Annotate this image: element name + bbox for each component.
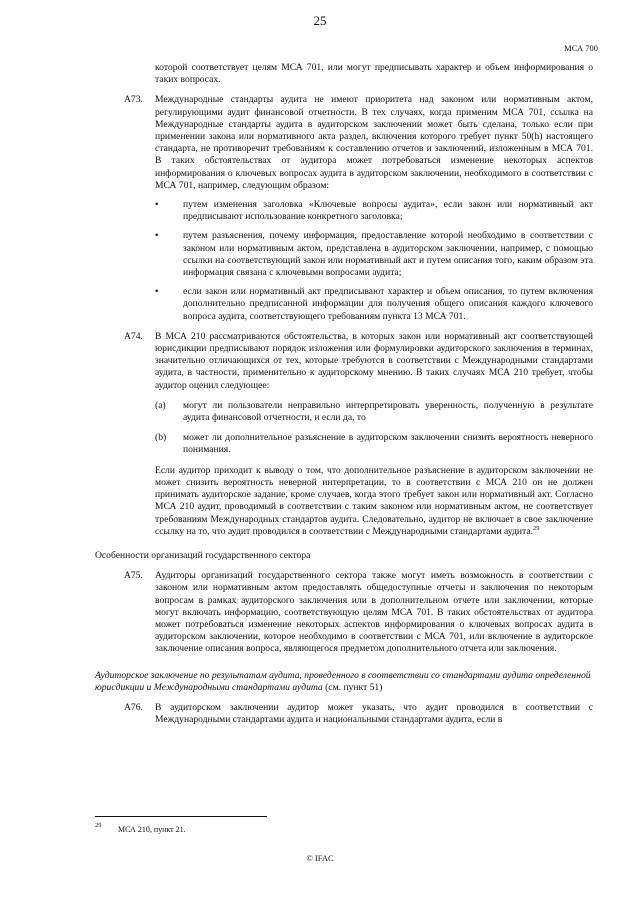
paragraph-text: В аудиторском заключении аудитор может указать, что аудит проводился в соответствии с Международными стандартами аудита и национальными стандартами аудита, если в [155, 701, 593, 726]
paragraph-text: Международные стандарты аудита не имеют приоритета над законом или нормативным актом, регулирующими аудит финансовой отчетности. В тех случаях, когда применим МСА 701, ссылка на Международные стандарты аудита в аудиторском заключении может быть сделана, только если при применении закона или нормативного акта раздел, включения которого требует пункт 50(h) настоящего стандарта, не противоречит требованиям к составлению отчетов и заключений, изложенным в МСА 701. В таких обстоятельствах от аудитора может потребоваться изменение некоторых аспектов информирования о ключевых вопросах аудита в аудиторском заключении, необходимого в соответствии с МСА 701, например, следующим образом: [155, 94, 593, 191]
paragraph-a76 [95, 702, 593, 726]
list-item [155, 199, 593, 223]
paragraph-text: В МСА 210 рассматриваются обстоятельства, в которых закон или нормативный акт соответствующей юрисдикции предписывают порядок изложения или формулировки аудиторского заключения в терминах, значительно отличающихся от тех, которые требуются в соответствии с Международными стандартами аудита, в частности, применительно к аудиторскому мнению. В таких случаях МСА 210 требует, чтобы аудитор оценил следующее: [155, 330, 593, 391]
footnote-number: 29 [95, 822, 102, 829]
bullet-icon: • [155, 286, 159, 298]
paragraph-number: А76. [124, 701, 143, 713]
list-item [155, 432, 593, 456]
paragraph-a75 [95, 570, 593, 655]
paragraph-a73 [95, 94, 593, 192]
footnote-divider [95, 816, 267, 817]
page-content [95, 62, 593, 726]
document-code: МСА 700 [564, 43, 598, 53]
footnote-reference[interactable]: 29 [532, 524, 540, 532]
item-label: (a) [155, 399, 166, 411]
item-label: (b) [155, 432, 167, 444]
list-item-text: если закон или нормативный акт предписывают характер и объем описания, то путем включения дополнительно предписанной информации для получения общего описания каждого ключевого вопроса аудита, соответствующего требованиям пункта 13 МСА 701. [183, 286, 593, 322]
footnote [95, 822, 186, 834]
footnote-text: МСА 210, пункт 21. [118, 825, 186, 834]
italic-heading [95, 670, 593, 694]
continuation-paragraph: которой соответствует целям МСА 701, или могут предписывать характер и объем информирования о таких вопросах. [155, 62, 593, 86]
italic-heading-text: Аудиторское заключение по результатам аудита, проведенного в соответствии со стандартами аудита определенной юрисдикции и Международными стандартами аудита [95, 669, 591, 693]
list-item [155, 286, 593, 323]
list-item-text: путем разъяснения, почему информация, предоставление которой необходимо в соответствии с законом или нормативным актом, представлена в аудиторском заключении, например, с помощью ссылки на соответствующий закон или нормативный акт и путем описания того, каким образом эта информация связана с ключевыми вопросами аудита; [183, 230, 593, 279]
item-text: могут ли пользователи неправильно интерпретировать уверенность, полученную в результате аудита финансовой отчетности, и если да, то [183, 399, 593, 424]
paragraph-text: Аудиторы организаций государственного сектора также могут иметь возможность в соответствии с законом или нормативным актом предоставлять общедоступные отчеты и заключения по некоторым вопросам в рамках аудиторского заключения или в дополнительном отчете или заключении, которые могут включать информацию, соответствующую целям МСА 701. В таких обстоятельствах от аудитора может потребоваться изменение некоторых аспектов информирования о ключевых вопросах аудита в аудиторском заключении, которое необходимо в соответствии с МСА 701, или включение в аудиторское заключение описания вопроса, являющегося предметом дополнительного отчета или заключения. [155, 570, 593, 655]
list-item-text: путем изменения заголовка «Ключевые вопросы аудита», если закон или нормативный акт предписывают использование конкретного заголовка; [183, 199, 593, 223]
heading-reference: (см. пункт 51) [322, 681, 383, 693]
section-heading: Особенности организаций государственного сектора [95, 549, 311, 561]
closing-text: Если аудитор приходит к выводу о том, что дополнительное разъяснение в аудиторском заключении не может снизить вероятность неверной интерпретации, то в соответствии с МСА 210 он не должен принимать аудиторское задание, кроме случаев, когда этого требует закон или нормативный акт. Согласно МСА 210 аудит, проводимый в соответствии с таким законом или нормативным актом, не соответствует требованиям Международных стандартов аудита. Следовательно, аудитор не включает в свое заключение ссылку на то, что аудит проводился в соответствии с Международными стандартами аудита. [155, 464, 593, 537]
paragraph-number: А73. [124, 94, 143, 106]
page-footer: © IFAC [306, 853, 334, 863]
bullet-icon: • [155, 230, 159, 242]
item-text: может ли дополнительное разъяснение в аудиторском заключении снизить вероятность неверного понимания. [183, 432, 593, 456]
paragraph-a74 [95, 331, 593, 538]
bullet-list [155, 199, 593, 323]
bullet-icon: • [155, 199, 159, 211]
paragraph-number: А75. [124, 570, 143, 582]
paragraph-number: А74. [124, 330, 143, 342]
list-item [155, 400, 593, 424]
page-number: 25 [313, 13, 327, 28]
paragraph-text [155, 465, 593, 538]
list-item [155, 230, 593, 279]
